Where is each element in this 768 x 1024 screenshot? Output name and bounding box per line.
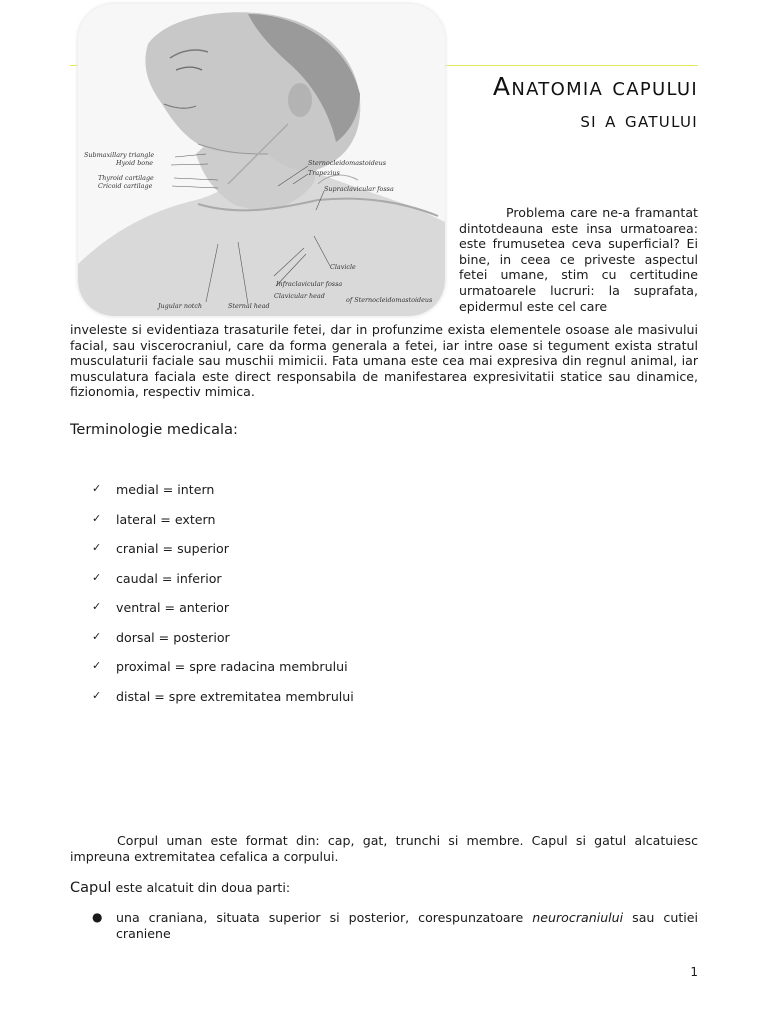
term-text: dorsal = posterior <box>116 629 230 645</box>
term-text: cranial = superior <box>116 541 229 556</box>
label-thyroid-cartilage: Thyroid cartilage <box>98 174 154 182</box>
term-text: distal = spre extremitatea membrului <box>116 688 354 704</box>
label-clavicular-head: Clavicular head <box>274 292 325 300</box>
term-text: lateral = extern <box>116 511 216 527</box>
check-icon: ✓ <box>92 600 102 613</box>
label-clavicle: Clavicle <box>330 263 356 271</box>
label-jugular-notch: Jugular notch <box>158 302 203 310</box>
bullet-icon: ● <box>92 910 103 924</box>
capul-heading: Capul <box>70 880 112 896</box>
label-infraclavicular-fossa: Infraclavicular fossa <box>276 280 343 288</box>
bullet-text-end: sau cutiei craniene <box>116 910 699 941</box>
check-icon: ✓ <box>92 482 102 495</box>
terminology-list <box>92 482 354 718</box>
term-text: proximal = spre radacina membrului <box>116 659 348 674</box>
label-sternal-head: Sternal head <box>228 302 270 310</box>
intro-text-part1: Problema care ne-a framantat dintotdeauna este insa urmatoarea: este frumusetea ceva superficial? Ei bine, in ceea ce priveste aspectul fetei umane, stim cu certitudine urmatoarele lucruri: la suprafata, epidermul este cel care <box>459 205 698 314</box>
list-item <box>92 571 354 601</box>
check-icon: ✓ <box>92 659 102 672</box>
label-hyoid-bone: Hyoid bone <box>116 159 154 167</box>
check-icon: ✓ <box>92 688 102 702</box>
term-text: medial = intern <box>116 482 215 497</box>
label-submaxillary-triangle: Submaxillary triangle <box>84 151 155 159</box>
intro-paragraph-continued: inveleste si evidentiaza trasaturile fetei, dar in profunzime exista elementele osoase ale masivului facial, sau viscerocraniul, care da forma generala a fetei, iar intre oase si tegument exista stratul musculaturii faciale sau muschii mimicii. Fata umana este cea mai expresiva din regnul animal, iar musculatura faciala este direct responsabila de manifestarea expresivitatii statice sau dinamice, fizionomia, respectiv mimica. <box>70 322 698 400</box>
label-supraclavicular-fossa: Supraclavicular fossa <box>324 185 394 193</box>
bullet-text <box>116 910 698 941</box>
list-item <box>92 630 354 660</box>
bullet-text-start: una craniana, situata superior si posterior, corespunzatoare <box>116 910 533 925</box>
check-icon: ✓ <box>92 629 102 643</box>
check-icon: ✓ <box>92 541 102 554</box>
check-icon: ✓ <box>92 570 102 584</box>
term-text: ventral = anterior <box>116 600 230 615</box>
list-item <box>92 600 354 630</box>
terminology-heading: Terminologie medicala: <box>70 422 238 438</box>
capul-line <box>70 880 290 896</box>
page-number: 1 <box>690 965 698 979</box>
label-sternocleidomastoideus: Sternocleidomastoideus <box>308 159 387 167</box>
capul-rest: este alcatuit din doua parti: <box>111 880 291 895</box>
intro-paragraph-top <box>459 205 698 314</box>
bullet-item <box>92 910 698 941</box>
list-item <box>92 482 354 512</box>
list-item <box>92 541 354 571</box>
bullet-text-italic: neurocraniului <box>532 910 624 925</box>
body-paragraph <box>70 833 698 864</box>
neck-anatomy-drawing <box>78 4 445 316</box>
check-icon: ✓ <box>92 511 102 525</box>
list-item <box>92 659 354 689</box>
list-item <box>92 512 354 542</box>
label-cricoid-cartilage: Cricoid cartilage <box>98 182 153 190</box>
list-item <box>92 689 354 719</box>
label-trapezius: Trapezius <box>308 169 340 177</box>
body-paragraph-text: Corpul uman este format din: cap, gat, trunchi si membre. Capul si gatul alcatuiesc impreuna extremitatea cefalica a corpului. <box>70 833 698 864</box>
label-of-sternocleidomastoideus: of Sternocleidomastoideus <box>346 296 433 304</box>
document-title-line1: Anatomia capului <box>492 72 698 101</box>
term-text: caudal = inferior <box>116 570 222 586</box>
document-title-line2: si a gatului <box>580 108 698 133</box>
anatomy-illustration <box>78 4 445 316</box>
